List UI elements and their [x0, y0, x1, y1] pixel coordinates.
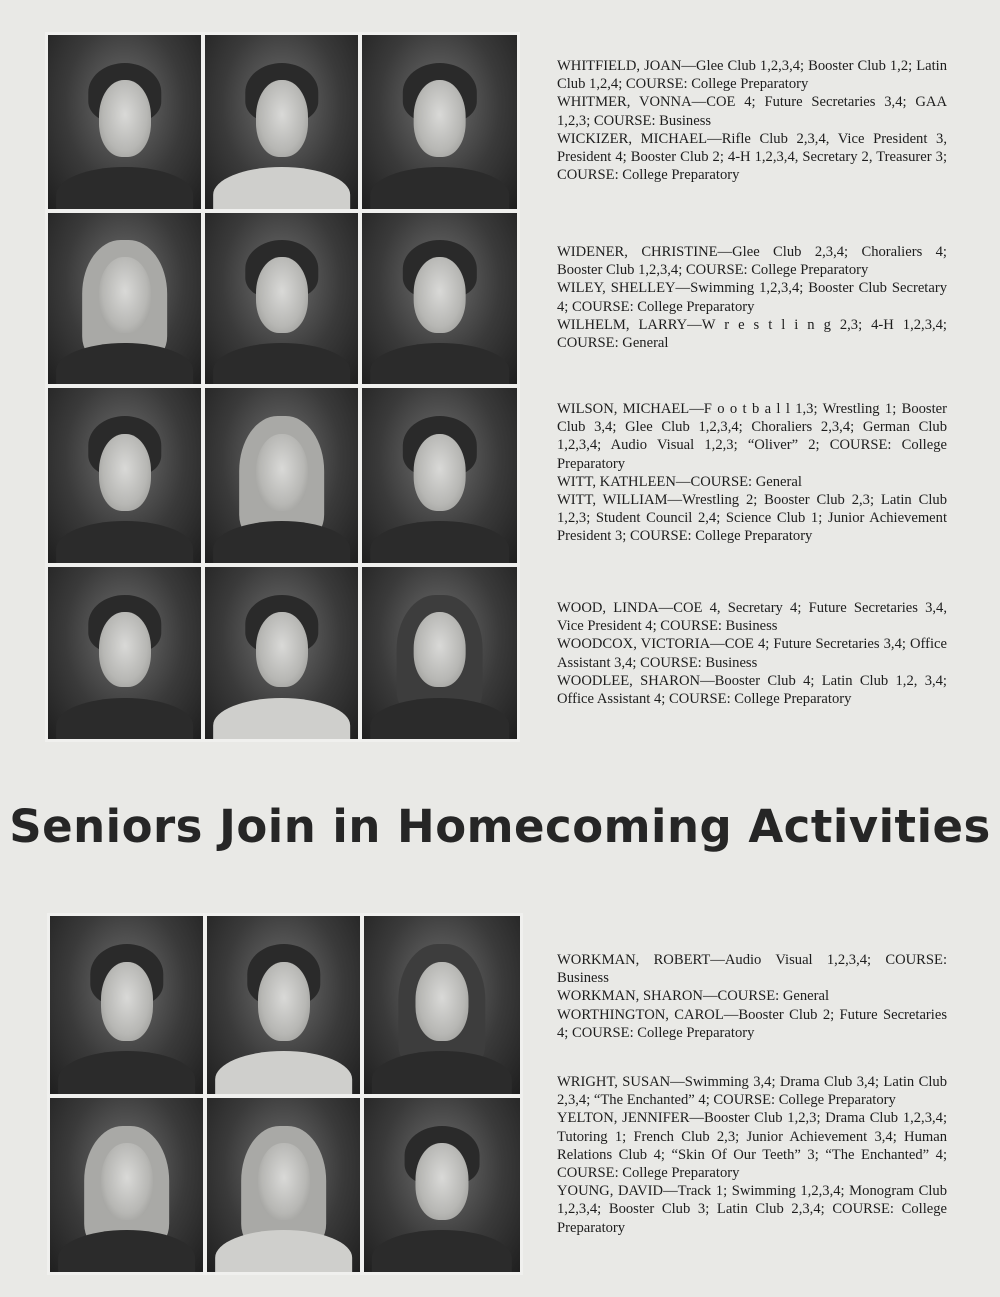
bio-entry: WILHELM, LARRY—W r e s t l i n g 2,3; 4-H 1,2,3,4; COURSE: General [557, 316, 947, 352]
portrait-photo [48, 213, 201, 384]
bio-entry: WITT, KATHLEEN—COURSE: General [557, 473, 802, 490]
bio-entry: WICKIZER, MICHAEL—Rifle Club 2,3,4, Vice President 3, President 4; Booster Club 2; 4-H 1,2,3,4, Secretary 2, Treasurer 3; COURSE: College Preparatory [557, 130, 947, 184]
bio-entry: WORTHINGTON, CAROL—Booster Club 2; Future Secretaries 4; COURSE: College Preparatory [557, 1006, 947, 1041]
bio-entry: WRIGHT, SUSAN—Swimming 3,4; Drama Club 3,4; Latin Club 2,3,4; “The Enchanted” 4; COURSE: College Preparatory [557, 1074, 947, 1109]
bio-entry: WORKMAN, ROBERT—Audio Visual 1,2,3,4; COURSE: Business [557, 952, 947, 987]
bio-entry: YOUNG, DAVID—Track 1; Swimming 1,2,3,4; Monogram Club 1,2,3,4; Booster Club 3; Latin Club 2,3,4; COURSE: College Preparatory [557, 1183, 947, 1236]
portrait-photo [207, 1098, 360, 1272]
portrait-photo [362, 35, 517, 209]
bottom-photo-grid [47, 913, 523, 1275]
bio-entry: WIDENER, CHRISTINE—Glee Club 2,3,4; Choraliers 4; Booster Club 1,2,3,4; COURSE: College Preparatory [557, 244, 947, 279]
bio-block [557, 599, 947, 708]
bio-entry: WITT, WILLIAM—Wrestling 2; Booster Club 2,3; Latin Club 1,2,3; Student Council 2,4; Science Club 1; Junior Achievement President 3; COURSE: College Preparatory [557, 492, 947, 545]
portrait-photo [50, 1098, 203, 1272]
portrait-photo [48, 567, 201, 739]
portrait-photo [207, 916, 360, 1094]
portrait-photo [48, 388, 201, 563]
portrait-photo [205, 388, 358, 563]
portrait-photo [364, 916, 520, 1094]
bio-block [557, 243, 947, 352]
portrait-photo [205, 213, 358, 384]
bio-entry: WORKMAN, SHARON—COURSE: General [557, 988, 830, 1005]
portrait-photo [362, 388, 517, 563]
bio-block [557, 951, 947, 1042]
portrait-photo [362, 213, 517, 384]
portrait-photo [205, 35, 358, 209]
portrait-photo [362, 567, 517, 739]
top-photo-grid [45, 32, 520, 742]
portrait-photo [364, 1098, 520, 1272]
bio-entry: WHITFIELD, JOAN—Glee Club 1,2,3,4; Booster Club 1,2; Latin Club 1,2,4; COURSE: College Preparatory [557, 58, 947, 93]
bio-entry: WILEY, SHELLEY—Swimming 1,2,3,4; Booster Club Secretary 4; COURSE: College Preparatory [557, 280, 947, 315]
portrait-photo [48, 35, 201, 209]
bio-entry: WOODLEE, SHARON—Booster Club 4; Latin Club 1,2, 3,4; Office Assistant 4; COURSE: College Preparatory [557, 672, 947, 708]
bio-block [557, 57, 947, 184]
bio-entry: WOOD, LINDA—COE 4, Secretary 4; Future Secretaries 3,4, Vice President 4; COURSE: Business [557, 600, 947, 635]
page-title: Seniors Join in Homecoming Activities [9, 800, 991, 853]
bio-entry: WHITMER, VONNA—COE 4; Future Secretaries 3,4; GAA 1,2,3; COURSE: Business [557, 94, 947, 129]
bio-entry: YELTON, JENNIFER—Booster Club 1,2,3; Drama Club 1,2,3,4; Tutoring 1; French Club 2,3; Junior Achievement 3,4; Human Relations Club 4; “Skin Of Our Teeth” 3; “The Enchanted” 4; COURSE: College Preparatory [557, 1110, 947, 1182]
bio-block [557, 1073, 947, 1237]
bio-entry: WOODCOX, VICTORIA—COE 4; Future Secretaries 3,4; Office Assistant 3,4; COURSE: Business [557, 636, 947, 671]
bio-block [557, 400, 947, 546]
portrait-photo [205, 567, 358, 739]
bio-entry: WILSON, MICHAEL—F o o t b a l l 1,3; Wrestling 1; Booster Club 3,4; Glee Club 1,2,3,4; Choraliers 2,3,4; German Club 1,2,3,4; Audio Visual 1,2,3; “Oliver” 2; COURSE: College Preparatory [557, 401, 947, 472]
portrait-photo [50, 916, 203, 1094]
